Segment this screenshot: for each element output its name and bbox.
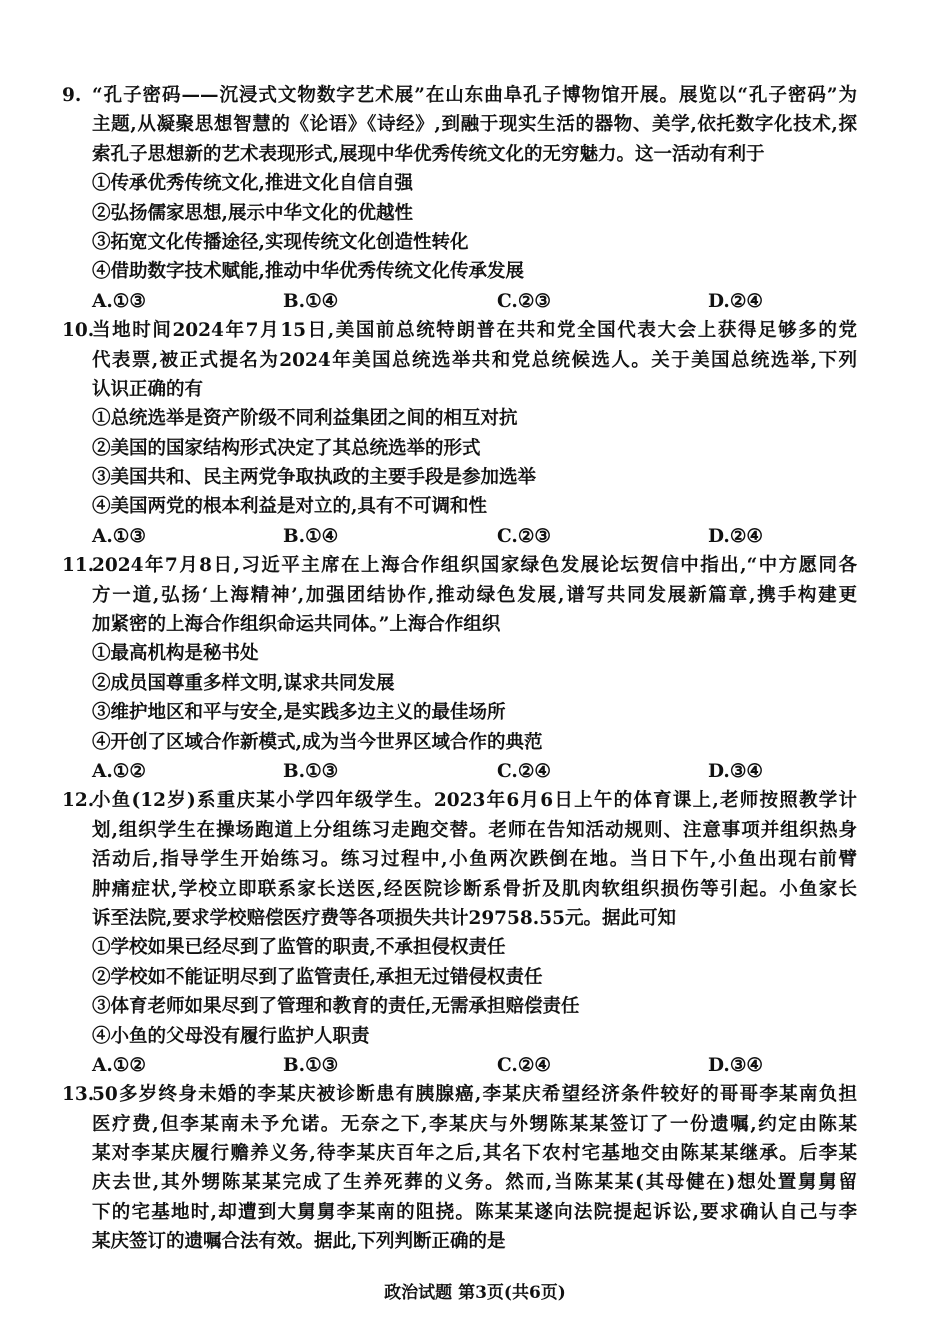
question-10 bbox=[0, 316, 950, 551]
statement-option: ③体育老师如果尽到了管理和教育的责任,无需承担赔偿责任 bbox=[92, 996, 580, 1018]
answer-choices bbox=[0, 287, 950, 316]
stem-text: 某对李某庆履行赡养义务,待李某庆百年之后,其名下农村宅基地交由陈某某继承。后李某 bbox=[92, 1143, 857, 1165]
answer-choice-b: B.①④ bbox=[283, 525, 339, 547]
question-stem-line bbox=[0, 1198, 857, 1227]
statement-option: ②美国的国家结构形式决定了其总统选举的形式 bbox=[92, 437, 481, 459]
page-footer: 政治试题 第3页(共6页) bbox=[384, 1283, 566, 1303]
question-stem-line bbox=[0, 875, 857, 904]
question-number: 13. bbox=[62, 1084, 95, 1106]
statement-option: ④借助数字技术赋能,推动中华优秀传统文化传承发展 bbox=[92, 261, 524, 283]
statement-option: ①最高机构是秘书处 bbox=[92, 643, 259, 665]
stem-text: 某庆签订的遗嘱合法有效。据此,下列判断正确的是 bbox=[92, 1231, 506, 1253]
statement-option: ④开创了区域合作新模式,成为当今世界区域合作的典范 bbox=[92, 731, 543, 753]
statement-option: ②成员国尊重多样文明,谋求共同发展 bbox=[92, 672, 395, 694]
question-number: 12. bbox=[62, 790, 95, 812]
statement-option: ③拓宽文化传播途径,实现传统文化创造性转化 bbox=[92, 231, 469, 253]
question-stem-line bbox=[0, 581, 857, 610]
answer-choice-d: D.③④ bbox=[708, 1054, 763, 1076]
stem-text: “孔子密码——沉浸式文物数字艺术展”在山东曲阜孔子博物馆开展。展览以“孔子密码”为 bbox=[92, 85, 857, 106]
stem-text: 方一道,弘扬‘上海精神’,加强团结协作,推动绿色发展,谱写共同发展新篇章,携手构建更 bbox=[92, 584, 857, 606]
answer-choices bbox=[0, 522, 950, 551]
answer-choices bbox=[0, 1051, 950, 1080]
answer-choice-d: D.②④ bbox=[708, 525, 763, 547]
question-stem-line bbox=[0, 610, 857, 639]
stem-text: 医疗费,但李某南未予允诺。无奈之下,李某庆与外甥陈某某签订了一份遗嘱,约定由陈某 bbox=[92, 1113, 857, 1135]
answer-choice-a: A.①② bbox=[92, 1054, 146, 1076]
statement-option: ①总统选举是资产阶级不同利益集团之间的相互对抗 bbox=[92, 408, 518, 430]
exam-page bbox=[0, 81, 950, 1257]
statement-option: ④小鱼的父母没有履行监护人职责 bbox=[92, 1025, 370, 1047]
answer-choice-c: C.②③ bbox=[497, 290, 552, 312]
stem-text: 肿痛症状,学校立即联系家长送医,经医院诊断系骨折及肌肉软组织损伤等引起。小鱼家长 bbox=[92, 878, 857, 900]
question-stem-line bbox=[0, 316, 857, 345]
stem-text: 划,组织学生在操场跑道上分组练习走跑交替。老师在告知活动规则、注意事项并组织热身 bbox=[92, 819, 857, 841]
stem-text: 认识正确的有 bbox=[92, 378, 204, 400]
stem-text: 代表票,被正式提名为2024年美国总统选举共和党总统候选人。关于美国总统选举,下列 bbox=[92, 349, 857, 371]
question-stem-line bbox=[0, 1110, 857, 1139]
stem-text: 索孔子思想新的艺术表现形式,展现中华优秀传统文化的无穷魅力。这一活动有利于 bbox=[92, 143, 765, 165]
answer-choice-a: A.①② bbox=[92, 760, 146, 782]
question-number: 9. bbox=[62, 85, 82, 106]
answer-choice-c: C.②④ bbox=[497, 760, 552, 782]
answer-choice-d: D.②④ bbox=[708, 290, 763, 312]
statement-option: ②学校如不能证明尽到了监管责任,承担无过错侵权责任 bbox=[92, 966, 543, 988]
answer-choice-a: A.①③ bbox=[92, 525, 146, 547]
answer-choices bbox=[0, 757, 950, 786]
stem-text: 2024年7月8日,习近平主席在上海合作组织国家绿色发展论坛贺信中指出,“中方愿同各 bbox=[92, 555, 857, 577]
question-13 bbox=[0, 1080, 950, 1256]
question-stem-line bbox=[0, 375, 857, 404]
statement-option: ②弘扬儒家思想,展示中华文化的优越性 bbox=[92, 202, 413, 224]
question-stem-line bbox=[0, 81, 857, 110]
answer-choice-b: B.①④ bbox=[283, 290, 339, 312]
question-stem-line bbox=[0, 904, 857, 933]
question-number: 10. bbox=[62, 320, 95, 342]
question-stem-line bbox=[0, 786, 857, 815]
stem-text: 当地时间2024年7月15日,美国前总统特朗普在共和党全国代表大会上获得足够多的党 bbox=[92, 320, 857, 342]
answer-choice-d: D.③④ bbox=[708, 760, 763, 782]
stem-text: 50多岁终身未婚的李某庆被诊断患有胰腺癌,李某庆希望经济条件较好的哥哥李某南负担 bbox=[92, 1084, 857, 1106]
question-stem-line bbox=[0, 140, 857, 169]
question-9 bbox=[0, 81, 950, 316]
answer-choice-b: B.①③ bbox=[283, 760, 339, 782]
question-stem-line bbox=[0, 816, 857, 845]
question-stem-line bbox=[0, 551, 857, 580]
question-stem-line bbox=[0, 1139, 857, 1168]
statement-option: ④美国两党的根本利益是对立的,具有不可调和性 bbox=[92, 496, 487, 518]
answer-choice-c: C.②③ bbox=[497, 525, 552, 547]
stem-text: 主题,从凝聚思想智慧的《论语》《诗经》,到融于现实生活的器物、美学,依托数字化技术,探 bbox=[92, 114, 857, 136]
question-stem-line bbox=[0, 845, 857, 874]
question-stem-line bbox=[0, 1227, 857, 1256]
answer-choice-c: C.②④ bbox=[497, 1054, 552, 1076]
stem-text: 活动后,指导学生开始练习。练习过程中,小鱼两次跌倒在地。当日下午,小鱼出现右前臂 bbox=[92, 849, 857, 871]
question-number: 11. bbox=[62, 555, 95, 577]
stem-text: 小鱼(12岁)系重庆某小学四年级学生。2023年6月6日上午的体育课上,老师按照教学计 bbox=[92, 790, 857, 812]
stem-text: 庆去世,其外甥陈某某完成了生养死葬的义务。然而,当陈某某(其母健在)想处置舅舅留 bbox=[92, 1172, 857, 1194]
stem-text: 诉至法院,要求学校赔偿医疗费等各项损失共计29758.55元。据此可知 bbox=[92, 907, 676, 929]
question-stem-line bbox=[0, 1168, 857, 1197]
answer-choice-b: B.①③ bbox=[283, 1054, 339, 1076]
statement-option: ③维护地区和平与安全,是实践多边主义的最佳场所 bbox=[92, 702, 506, 724]
question-stem-line bbox=[0, 1080, 857, 1109]
question-12 bbox=[0, 786, 950, 1080]
answer-choice-a: A.①③ bbox=[92, 290, 146, 312]
statement-option: ①传承优秀传统文化,推进文化自信自强 bbox=[92, 173, 413, 195]
question-11 bbox=[0, 551, 950, 786]
stem-text: 加紧密的上海合作组织命运共同体。”上海合作组织 bbox=[92, 614, 501, 636]
question-stem-line bbox=[0, 110, 857, 139]
stem-text: 下的宅基地时,却遭到大舅舅李某南的阻挠。陈某某遂向法院提起诉讼,要求确认自己与李 bbox=[92, 1201, 857, 1223]
statement-option: ③美国共和、民主两党争取执政的主要手段是参加选举 bbox=[92, 467, 537, 489]
question-stem-line bbox=[0, 346, 857, 375]
statement-option: ①学校如果已经尽到了监管的职责,不承担侵权责任 bbox=[92, 937, 506, 959]
